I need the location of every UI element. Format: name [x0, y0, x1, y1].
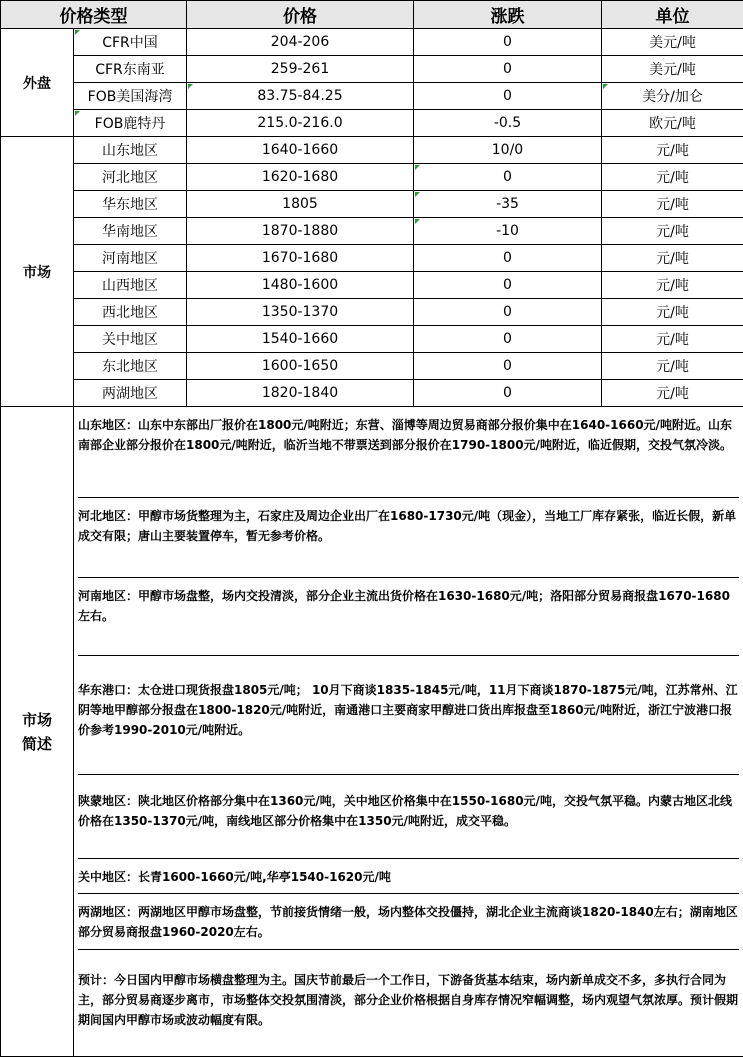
table-row — [1, 245, 743, 272]
row-unit: 美分/加仑 — [602, 83, 743, 110]
row-name: 东北地区 — [74, 353, 187, 380]
row-unit: 元/吨 — [602, 191, 743, 218]
table-row — [1, 191, 743, 218]
row-change: -35 — [414, 191, 602, 218]
group-summary — [1, 407, 74, 1057]
table-row — [1, 56, 743, 83]
table-row — [1, 110, 743, 137]
row-price: 204-206 — [187, 29, 414, 56]
row-price: 1640-1660 — [187, 137, 414, 164]
row-price: 1805 — [187, 191, 414, 218]
row-unit: 元/吨 — [602, 218, 743, 245]
table-row — [1, 272, 743, 299]
row-price: 1620-1680 — [187, 164, 414, 191]
note-henan: 河南地区：甲醇市场盘整，场内交投清淡，部分企业主流出货价格在1630-1680元/吨；洛阳部分贸易商报盘1670-1680左右。 — [78, 578, 739, 656]
row-change: 10/0 — [414, 137, 602, 164]
row-change: 0 — [414, 29, 602, 56]
row-name: FOB鹿特丹 — [74, 110, 187, 137]
row-unit: 元/吨 — [602, 272, 743, 299]
header-row — [1, 1, 743, 29]
table-row — [1, 29, 743, 56]
row-price: 1820-1840 — [187, 380, 414, 407]
note-hebei: 河北地区：甲醇市场货整理为主，石家庄及周边企业出厂在1680-1730元/吨（现金），当地工厂库存紧张，临近长假，新单成交有限；唐山主要装置停车，暂无参考价格。 — [78, 498, 739, 578]
row-price: 1600-1650 — [187, 353, 414, 380]
row-unit: 元/吨 — [602, 299, 743, 326]
row-name: 华南地区 — [74, 218, 187, 245]
row-change: -0.5 — [414, 110, 602, 137]
row-change: 0 — [414, 353, 602, 380]
row-name: 华东地区 — [74, 191, 187, 218]
row-change: 0 — [414, 56, 602, 83]
header-change: 涨跌 — [414, 1, 602, 29]
row-price: 1350-1370 — [187, 299, 414, 326]
row-price: 1670-1680 — [187, 245, 414, 272]
summary-notes — [74, 407, 743, 1057]
row-unit: 元/吨 — [602, 245, 743, 272]
row-name: FOB美国海湾 — [74, 83, 187, 110]
row-price: 83.75-84.25 — [187, 83, 414, 110]
row-change: -10 — [414, 218, 602, 245]
row-change: 0 — [414, 299, 602, 326]
row-unit: 元/吨 — [602, 164, 743, 191]
note-east-china-port: 华东港口：太仓进口现货报盘1805元/吨； 10月下商谈1835-1845元/吨，11月下商谈1870-1875元/吨，江苏常州、江阴等地甲醇部分报盘在1800-1820元/吨附近，南通港口主要商家甲醇进口货出库报盘至1860元/吨附近，浙江宁波港口报价参考1990-2010元/吨附近。 — [78, 656, 739, 775]
row-price: 1540-1660 — [187, 326, 414, 353]
note-forecast: 预计：今日国内甲醇市场横盘整理为主。国庆节前最后一个工作日，下游备货基本结束，场内新单成交不多，多执行合同为主，部分贸易商逐步离市，市场整体交投氛围清淡，部分企业价格根据自身库存情况窄幅调整，场内观望气氛浓厚。预计假期期间国内甲醇市场或波动幅度有限。 — [78, 973, 739, 1027]
row-price: 259-261 — [187, 56, 414, 83]
row-price: 215.0-216.0 — [187, 110, 414, 137]
group-external: 外盘 — [1, 29, 74, 137]
row-unit: 元/吨 — [602, 380, 743, 407]
row-name: 河北地区 — [74, 164, 187, 191]
row-unit: 欧元/吨 — [602, 110, 743, 137]
table-row — [1, 164, 743, 191]
header-unit: 单位 — [602, 1, 743, 29]
row-change: 0 — [414, 272, 602, 299]
header-price: 价格 — [187, 1, 414, 29]
row-name: CFR东南亚 — [74, 56, 187, 83]
summary-label-line2: 简述 — [21, 734, 52, 753]
table-row — [1, 326, 743, 353]
note-shandong: 山东地区：山东中东部出厂报价在1800元/吨附近；东营、淄博等周边贸易商部分报价集中在1640-1660元/吨附近。山东南部企业部分报价在1800元/吨附近，临沂当地不带票送到部分报价在1790-1800元/吨附近，临近假期，交投气氛冷淡。 — [78, 407, 739, 498]
table-row — [1, 137, 743, 164]
row-change: 0 — [414, 83, 602, 110]
row-change: 0 — [414, 380, 602, 407]
row-price: 1480-1600 — [187, 272, 414, 299]
table-row — [1, 218, 743, 245]
note-guanzhong: 关中地区：长青1600-1660元/吨,华亭1540-1620元/吨 — [78, 859, 739, 894]
row-unit: 美元/吨 — [602, 29, 743, 56]
summary-label-line1: 市场 — [21, 710, 52, 729]
table-row — [1, 353, 743, 380]
summary-row — [1, 407, 743, 1057]
row-unit: 元/吨 — [602, 326, 743, 353]
row-name: 山东地区 — [74, 137, 187, 164]
row-name: CFR中国 — [74, 29, 187, 56]
row-change: 0 — [414, 164, 602, 191]
row-name: 关中地区 — [74, 326, 187, 353]
row-change: 0 — [414, 245, 602, 272]
row-name: 西北地区 — [74, 299, 187, 326]
header-type: 价格类型 — [1, 1, 187, 29]
row-name: 两湖地区 — [74, 380, 187, 407]
table-row — [1, 380, 743, 407]
note-lianghu: 两湖地区：两湖地区甲醇市场盘整，节前接货情绪一般，场内整体交投僵持，湖北企业主流商谈1820-1840左右；湖南地区部分贸易商报盘1960-2020左右。 — [78, 894, 739, 950]
row-name: 山西地区 — [74, 272, 187, 299]
note-shaanxi-inner-mongolia: 陕蒙地区：陕北地区价格部分集中在1360元/吨，关中地区价格集中在1550-1680元/吨，交投气氛平稳。内蒙古地区北线价格在1350-1370元/吨，南线地区部分价格集中在1350元/吨附近，成交平稳。 — [78, 775, 739, 859]
table-row — [1, 299, 743, 326]
row-unit: 元/吨 — [602, 137, 743, 164]
row-price: 1870-1880 — [187, 218, 414, 245]
table-row — [1, 83, 743, 110]
row-change: 0 — [414, 326, 602, 353]
row-unit: 元/吨 — [602, 353, 743, 380]
row-name: 河南地区 — [74, 245, 187, 272]
row-unit: 美元/吨 — [602, 56, 743, 83]
group-market: 市场 — [1, 137, 74, 407]
